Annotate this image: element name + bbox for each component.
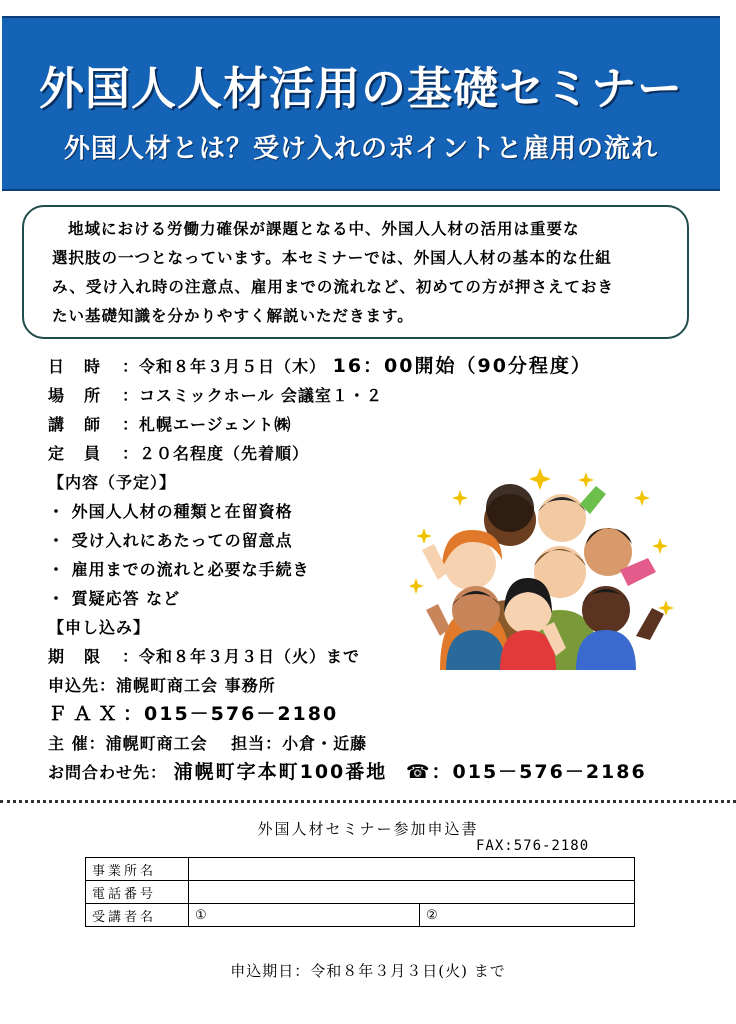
application-form-table	[85, 857, 635, 927]
place-label: 場 所	[48, 386, 101, 405]
fax-row	[48, 700, 688, 729]
contact-row	[48, 758, 688, 787]
fax-value: ：015－576－2180	[123, 703, 339, 725]
attendee-2-mark: ②	[426, 907, 441, 923]
attendee-1-field[interactable]	[189, 904, 420, 927]
page-title: 外国人人材活用の基礎セミナー	[38, 62, 683, 115]
table-row	[86, 858, 635, 881]
cut-line	[0, 800, 736, 803]
cheering-group-illustration	[410, 460, 675, 670]
content-item: ・ 質疑応答 など	[48, 589, 181, 608]
organizer-row: 主 催：浦幌町商工会 担当：小倉・近藤	[48, 734, 368, 753]
attendee-1-mark: ①	[195, 907, 210, 923]
title-banner	[2, 16, 720, 191]
table-row	[86, 904, 635, 927]
table-row	[86, 881, 635, 904]
place-row	[48, 381, 688, 410]
lecturer-value: ：札幌エージェント㈱	[122, 415, 292, 434]
business-name-field[interactable]	[189, 858, 635, 881]
apply-heading: 【申し込み】	[48, 618, 151, 637]
deadline-value: ：令和８年３月３日（火）まで	[122, 647, 361, 666]
date-row	[48, 352, 688, 381]
date-label: 日 時	[48, 357, 101, 376]
attendee-label: 受講者名	[86, 904, 189, 927]
contact-tel: ☎：015－576－2186	[405, 761, 647, 783]
form-title: 外国人材セミナー参加申込書	[257, 820, 479, 838]
place-value: ：コスミックホール 会議室１・２	[122, 386, 383, 405]
content-item: ・ 受け入れにあたっての留意点	[48, 531, 293, 550]
phone-label: 電話番号	[86, 881, 189, 904]
form-fax: FAX:576-2180	[476, 838, 590, 854]
phone-field[interactable]	[189, 881, 635, 904]
date-time: 16：00開始（90分程度）	[332, 355, 592, 377]
intro-line-4: たい基礎知識を分かりやすく解説いただきます。	[52, 307, 414, 325]
contact-label: お問合わせ先：	[48, 763, 168, 782]
intro-line-1: 地域における労働力確保が課題となる中、外国人人材の活用は重要な	[68, 220, 580, 238]
business-name-label: 事業所名	[86, 858, 189, 881]
apply-to-row: 申込先：浦幌町商工会 事務所	[48, 676, 276, 695]
intro-line-3: み、受け入れ時の注意点、雇用までの流れなど、初めての方が押さえておき	[52, 278, 614, 296]
lecturer-label: 講 師	[48, 415, 101, 434]
capacity-value: ：２０名程度（先着順）	[122, 444, 310, 463]
capacity-label: 定 員	[48, 444, 101, 463]
attendee-2-field[interactable]	[420, 904, 635, 927]
intro-line-2: 選択肢の一つとなっています。本セミナーでは、外国人人材の基本的な仕組	[52, 249, 612, 267]
date-value: ：令和８年３月５日（木）	[122, 357, 327, 376]
content-item: ・ 外国人人材の種類と在留資格	[48, 502, 293, 521]
content-item: ・ 雇用までの流れと必要な手続き	[48, 560, 310, 579]
fax-label: ＦＡＸ	[48, 703, 124, 725]
deadline-label: 期 限	[48, 647, 101, 666]
contact-address: 浦幌町字本町100番地	[173, 761, 388, 783]
intro-box	[22, 205, 689, 339]
lecturer-row	[48, 410, 688, 439]
page-subtitle: 外国人材とは？受け入れのポイントと雇用の流れ	[63, 134, 658, 164]
form-deadline: 申込期日：令和８年３月３日(火) まで	[230, 962, 506, 980]
content-heading: 【内容（予定）】	[48, 473, 177, 492]
